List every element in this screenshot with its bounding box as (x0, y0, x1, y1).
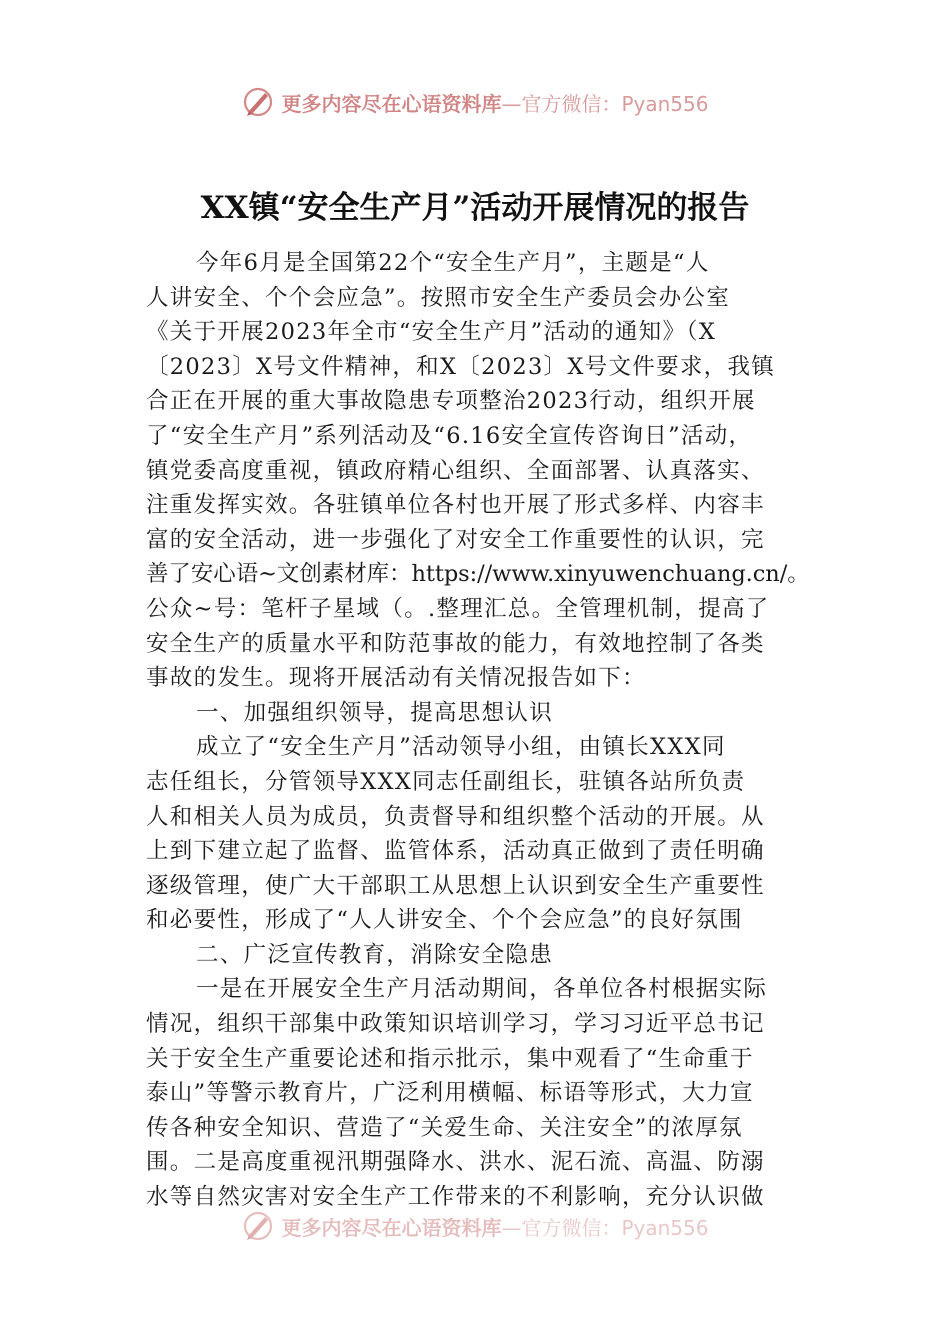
watermark-main: 更多内容尽在心语资料库 (281, 91, 502, 116)
body-line: 安全生产的质量水平和防范事故的能力，有效地控制了各类 (146, 630, 765, 657)
body-line: 一是在开展安全生产月活动期间，各单位各村根据实际 (196, 976, 768, 1003)
body-line: 公众~号：笔杆子星域（。.整理汇总。全管理机制，提高了 (146, 595, 770, 622)
pen-logo-icon (241, 85, 275, 119)
body-line: 事故的发生。现将开展活动有关情况报告如下： (146, 665, 646, 692)
body-line: 水等自然灾害对安全生产工作带来的不利影响，充分认识做 (146, 1184, 765, 1211)
body-line: 逐级管理，使广大干部职工从思想上认识到安全生产重要性 (146, 872, 765, 899)
body-line: 善了安心语~文创素材库：https://www.xinyuwenchuang.cn/。 (146, 561, 810, 588)
footer-watermark (0, 1206, 950, 1246)
body-line: 泰山”等警示教育片，广泛利用横幅、标语等形式，大力宣 (146, 1080, 754, 1107)
body-line: 传各种安全知识、营造了“关爱生命、关注安全”的浓厚氛 (146, 1114, 743, 1141)
body-line: 今年6月是全国第22个“安全生产月”，主题是“人 (196, 250, 710, 276)
body-line: 情况，组织干部集中政策知识培训学习，学习习近平总书记 (146, 1011, 765, 1038)
body-line: 注重发挥实效。各驻镇单位各村也开展了形式多样、内容丰 (146, 492, 765, 519)
body-line: 和必要性，形成了“人人讲安全、个个会应急”的良好氛围 (146, 907, 743, 934)
section-heading-1: 一、加强组织领导，提高思想认识 (196, 699, 554, 726)
body-line: 镇党委高度重视，镇政府精心组织、全面部署、认真落实、 (146, 457, 765, 484)
document-body (146, 246, 810, 1215)
body-line: 合正在开展的重大事故隐患专项整治2023行动，组织开展 (146, 388, 756, 415)
body-line: 〔2023〕X号文件精神，和X〔2023〕X号文件要求，我镇 (146, 353, 776, 380)
pen-logo-icon (241, 1209, 275, 1243)
watermark-wechat: —官方微信：Pyan556 (501, 91, 709, 116)
body-line: 《关于开展2023年全市“安全生产月”活动的通知》（X (146, 319, 717, 346)
section-heading-2: 二、广泛宣传教育，消除安全隐患 (196, 941, 554, 968)
body-line: 围。二是高度重视汛期强降水、洪水、泥石流、高温、防溺 (146, 1149, 765, 1176)
watermark-main: 更多内容尽在心语资料库 (281, 1215, 502, 1240)
body-line: 关于安全生产重要论述和指示批示，集中观看了“生命重于 (146, 1045, 754, 1072)
body-line: 富的安全活动，进一步强化了对安全工作重要性的认识，完 (146, 526, 765, 553)
watermark-text (281, 88, 708, 117)
watermark-wechat: —官方微信：Pyan556 (501, 1215, 709, 1240)
document-title: XX镇“安全生产月”活动开展情况的报告 (200, 190, 750, 226)
body-line: 成立了“安全生产月”活动领导小组，由镇长XXX同 (196, 734, 726, 761)
body-line: 上到下建立起了监督、监管体系，活动真正做到了责任明确 (146, 838, 765, 865)
body-line: 了“安全生产月”系列活动及“6.16安全宣传咨询日”活动， (146, 422, 753, 449)
body-line: 志任组长，分管领导XXX同志任副组长，驻镇各站所负责 (146, 768, 746, 795)
body-line: 人和相关人员为成员，负责督导和组织整个活动的开展。从 (146, 803, 765, 830)
header-watermark (0, 82, 950, 122)
watermark-text (281, 1212, 708, 1241)
body-line: 人讲安全、个个会应急”。按照市安全生产委员会办公室 (146, 284, 731, 311)
